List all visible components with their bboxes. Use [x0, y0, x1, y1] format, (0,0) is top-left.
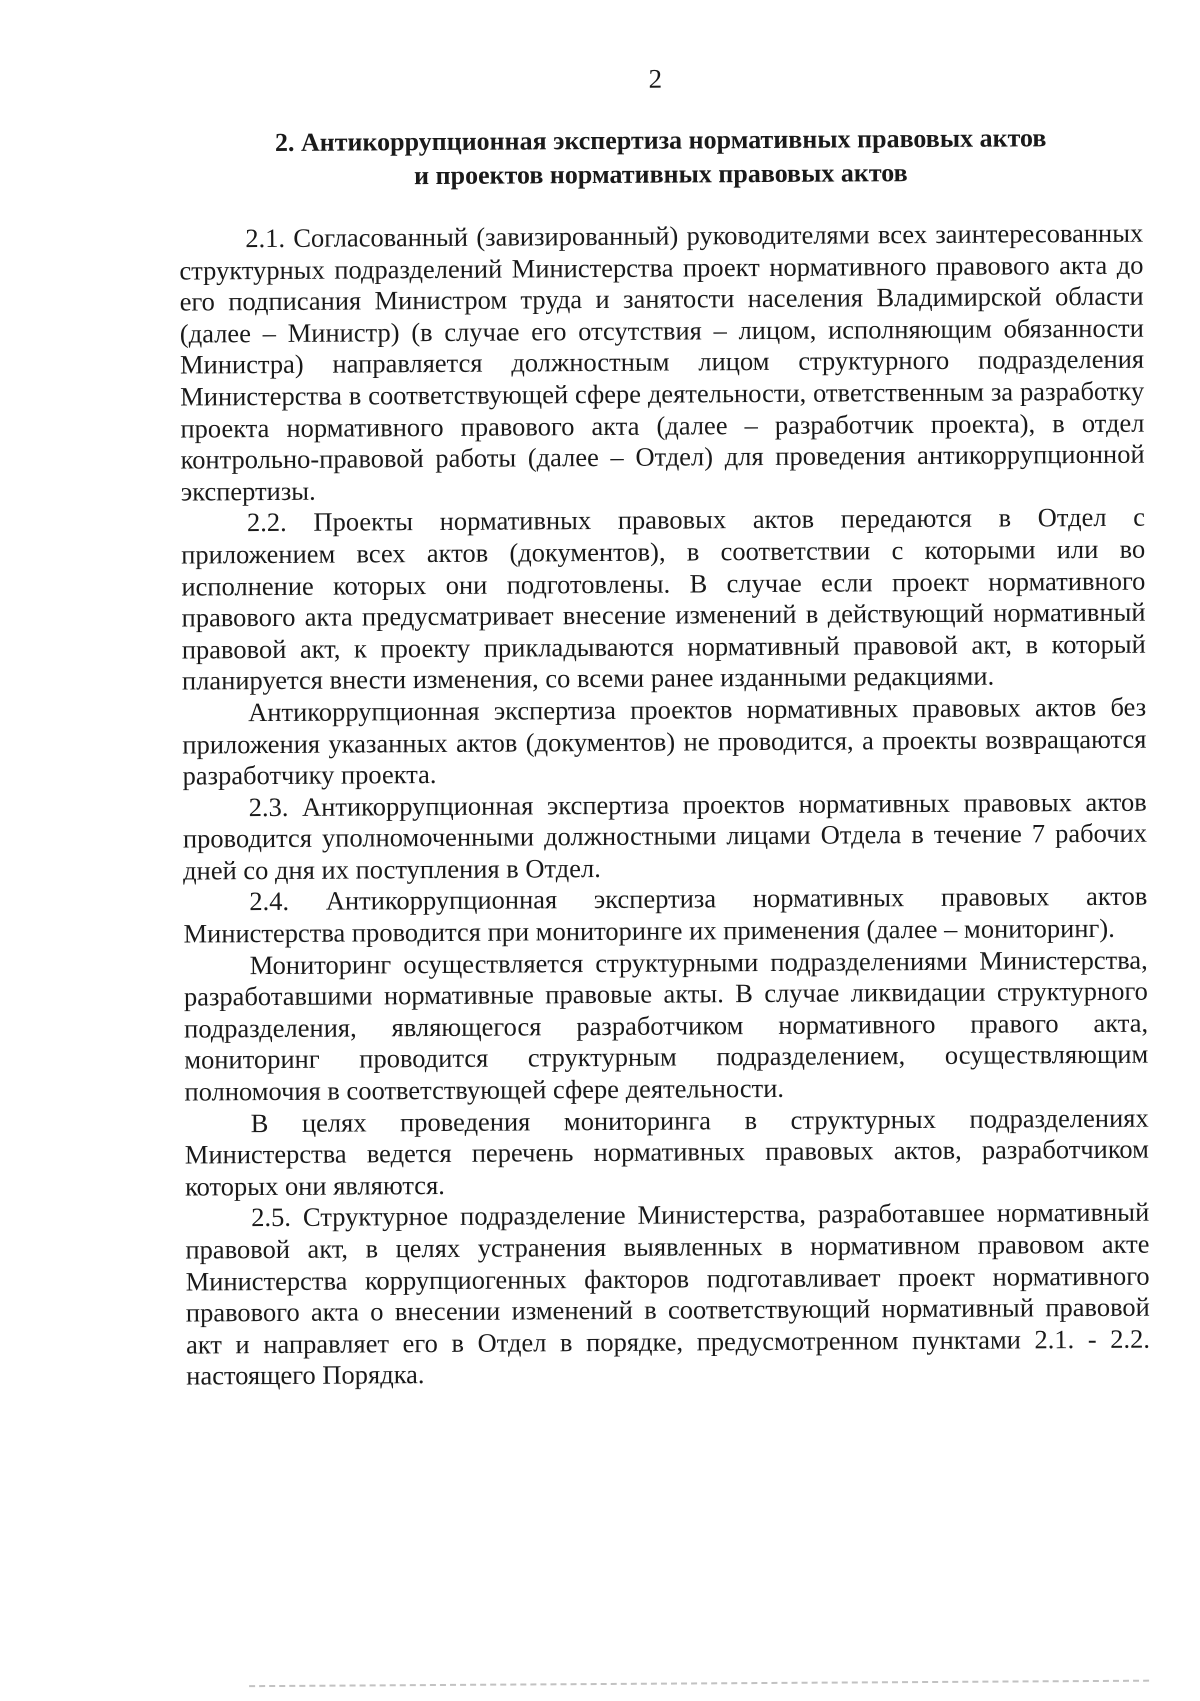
- paragraph-monitoring-list: В целях проведения мониторинга в структурных подразделениях Министерства ведется перечень нормативных правовых актов, разработчиком которых они являются.: [184, 1102, 1149, 1202]
- paragraph-2-3: 2.3. Антикоррупционная экспертиза проектов нормативных правовых актов проводится уполномоченными должностными лицами Отдела в течение 7 рабочих дней со дня их поступления в Отдел.: [182, 786, 1148, 886]
- section-title: [186, 121, 1136, 195]
- paragraph-expertise-without-attachments: Антикоррупционная экспертиза проектов нормативных правовых актов без приложения указанных актов (документов) не проводится, а проекты возвращаются разработчику проекта.: [182, 691, 1147, 791]
- section-title-line-2: и проектов нормативных правовых актов: [414, 158, 908, 191]
- paragraph-2-2: 2.2. Проекты нормативных правовых актов передаются в Отдел с приложением всех актов (документов), в соответствии с которыми или во исполнение которых они подготовлены. В случае если проект нормативного правового акта предусматривает внесение изменений в действующий нормативный правовой акт, к проекту прикладываются нормативный правовой акт, в который планируется внести изменения, со всеми ранее изданными редакциями.: [181, 502, 1146, 696]
- paragraph-2-5: 2.5. Структурное подразделение Министерства, разработавшее нормативный правовой акт, в целях устранения выявленных в нормативном правовом акте Министерства коррупциогенных факторов подготавливает проект нормативного правового акта о внесении изменений в соответствующий нормативный правовой акт и направляет его в Отдел в порядке, предусмотренном пунктами 2.1. - 2.2. настоящего Порядка.: [185, 1197, 1151, 1391]
- scan-edge-line: [249, 1680, 1149, 1687]
- paragraph-monitoring: Мониторинг осуществляется структурными подразделениями Министерства, разработавшими нормативные правовые акты. В случае ликвидации структурного подразделения, являющегося разработчиком нормативного правого акта, мониторинг проводится структурным подразделением, осуществляющим полномочия в соответствующей сфере деятельности.: [183, 944, 1149, 1107]
- paragraph-2-1: 2.1. Согласованный (завизированный) руководителями всех заинтересованных структурных подразделений Министерства проект нормативного правового акта до его подписания Министром труда и занятости населения Владимирской области (далее – Министр) (в случае его отсутствия – лицом, исполняющим обязанности Министра) направляется должностным лицом структурного подразделения Министерства в соответствующей сфере деятельности, ответственным за разработку проекта нормативного правового акта (далее – разработчик проекта), в отдел контрольно-правовой работы (далее – Отдел) для проведения антикоррупционной экспертизы.: [179, 217, 1145, 507]
- paragraph-2-4: 2.4. Антикоррупционная экспертиза нормативных правовых актов Министерства проводится при мониторинге их применения (далее – мониторинг).: [183, 881, 1148, 949]
- page-number: 2: [648, 63, 663, 94]
- document-body: [179, 218, 1150, 1393]
- section-title-line-1: 2. Антикоррупционная экспертиза нормативных правовых актов: [274, 123, 1047, 157]
